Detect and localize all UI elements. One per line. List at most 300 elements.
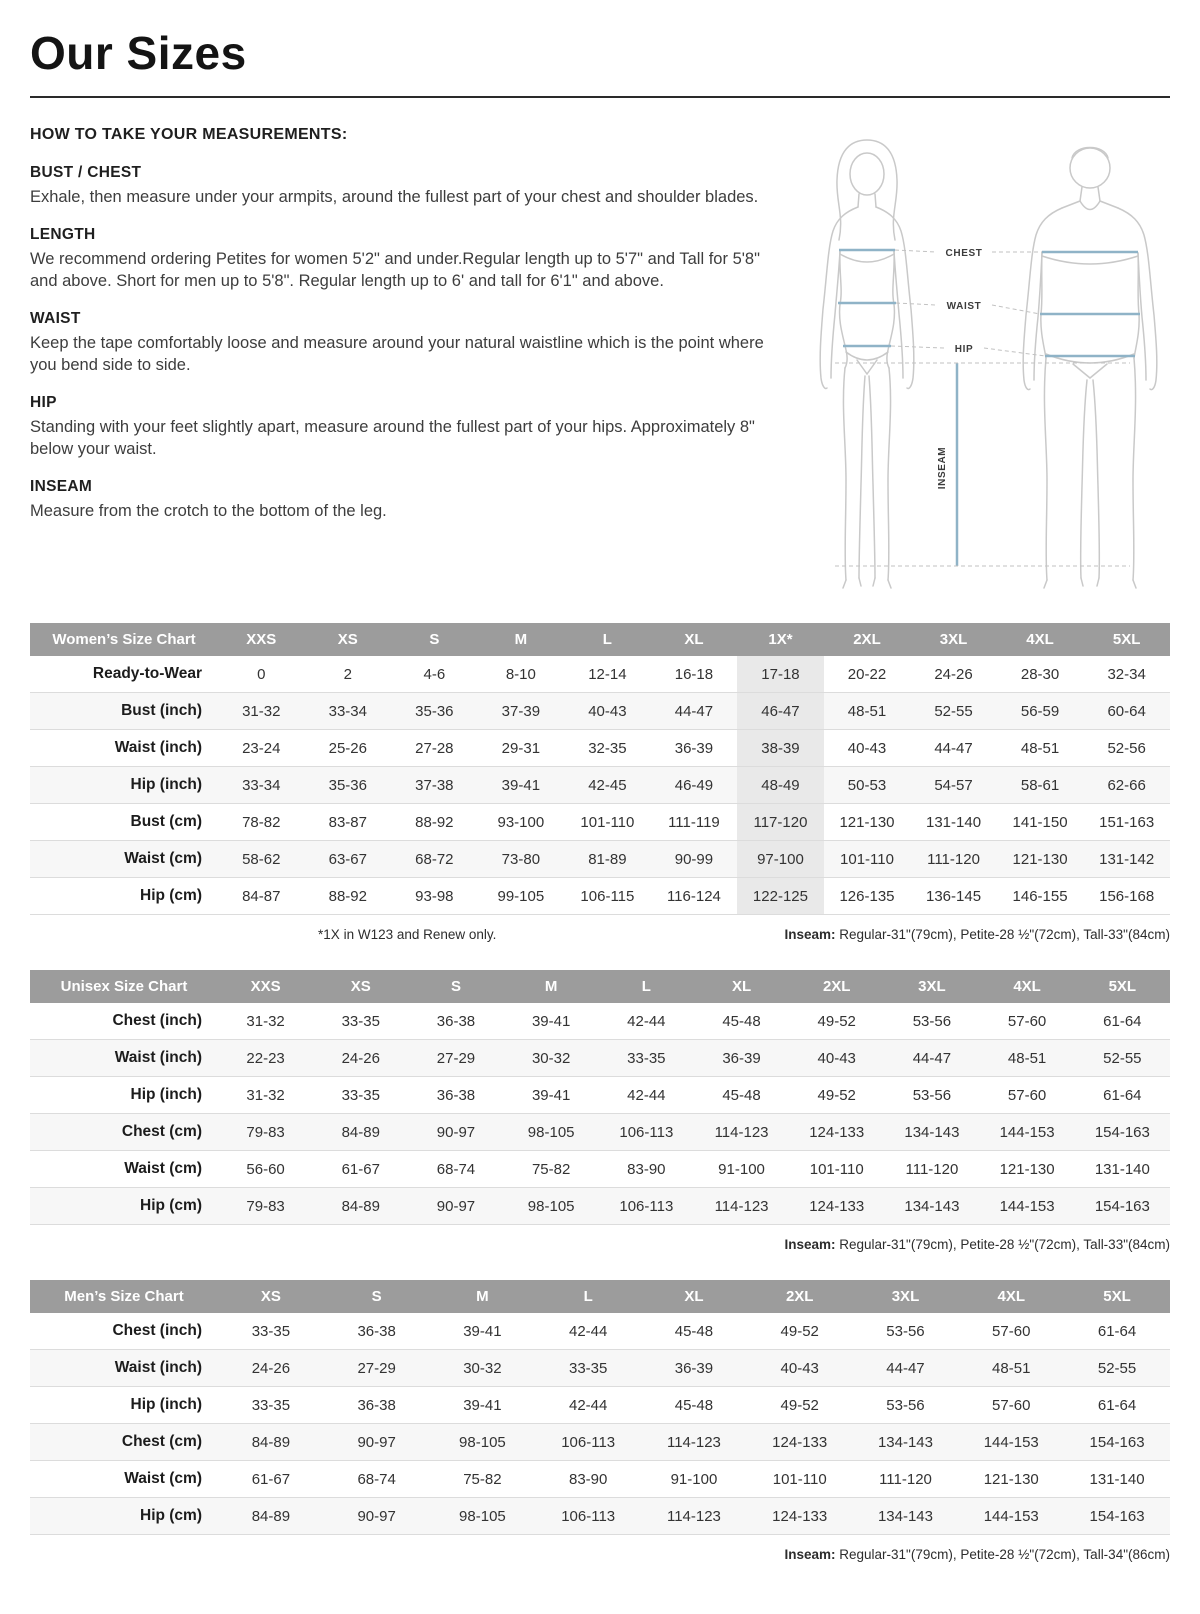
size-cell: 30-32 <box>463 1359 502 1377</box>
size-cell: 42-45 <box>588 776 627 794</box>
size-cell: 0 <box>257 665 266 683</box>
size-cell: 44-47 <box>934 739 973 757</box>
row-label: Hip (inch) <box>130 1396 202 1413</box>
size-cell: 31-32 <box>246 1086 285 1104</box>
size-cell: 114-123 <box>714 1197 769 1215</box>
size-cell: 25-26 <box>328 739 367 757</box>
table-row <box>30 878 1170 915</box>
size-cell: 75-82 <box>463 1470 502 1488</box>
size-cell: 106-113 <box>561 1507 616 1525</box>
size-cell: 57-60 <box>992 1396 1031 1414</box>
row-label: Hip (cm) <box>140 1197 202 1214</box>
size-cell: 62-66 <box>1107 776 1146 794</box>
column-header: S <box>391 623 478 656</box>
size-cell: 40-43 <box>780 1359 819 1377</box>
size-cell: 36-38 <box>357 1322 396 1340</box>
size-cell: 73-80 <box>501 850 541 868</box>
size-cell: 124-133 <box>809 1123 865 1141</box>
table-row <box>30 1077 1170 1114</box>
size-cell: 4-6 <box>423 665 446 683</box>
size-cell: 36-38 <box>436 1012 476 1030</box>
measurement-section-inseam <box>30 478 770 523</box>
size-cell: 78-82 <box>242 813 281 831</box>
row-label: Bust (inch) <box>121 702 202 719</box>
size-cell: 84-87 <box>242 887 281 905</box>
size-cell: 68-74 <box>436 1160 476 1178</box>
table-row <box>30 1188 1170 1225</box>
title-divider <box>30 96 1170 98</box>
size-cell: 33-35 <box>251 1322 291 1340</box>
size-cell: 106-115 <box>580 887 635 905</box>
table-row <box>30 1003 1170 1040</box>
size-cell: 111-120 <box>927 850 980 868</box>
column-header: XL <box>651 623 738 656</box>
column-header: 2XL <box>824 623 911 656</box>
size-cell: 33-34 <box>328 702 367 720</box>
column-header: L <box>599 970 694 1003</box>
column-header: XXS <box>218 970 313 1003</box>
size-cell: 44-47 <box>912 1049 952 1067</box>
footnote: *1X in W123 and Renew only. <box>318 927 497 942</box>
row-label: Waist (cm) <box>124 1470 202 1487</box>
size-cell: 106-113 <box>619 1123 674 1141</box>
size-cell: 154-163 <box>1094 1123 1150 1141</box>
size-cell: 57-60 <box>1007 1086 1047 1104</box>
row-label: Waist (inch) <box>114 739 202 756</box>
size-cell: 154-163 <box>1089 1433 1145 1451</box>
size-cell: 131-140 <box>1094 1160 1150 1178</box>
size-cell: 124-133 <box>809 1197 865 1215</box>
size-cell: 37-38 <box>415 776 454 794</box>
size-cell: 48-51 <box>1007 1049 1047 1067</box>
size-cell: 48-51 <box>847 702 887 720</box>
size-cell: 52-55 <box>1103 1049 1142 1067</box>
size-cell: 58-62 <box>242 850 281 868</box>
size-cell: 27-28 <box>415 739 454 757</box>
size-charts <box>30 623 1170 1562</box>
page-title: Our Sizes <box>30 27 247 79</box>
table-row <box>30 1040 1170 1077</box>
size-cell: 68-72 <box>415 850 454 868</box>
size-cell: 131-140 <box>925 813 982 831</box>
size-cell: 151-163 <box>1099 813 1155 831</box>
size-cell: 84-89 <box>251 1507 291 1525</box>
size-cell: 33-35 <box>251 1396 291 1414</box>
table-footnotes <box>30 1547 1170 1562</box>
size-cell: 83-90 <box>568 1470 608 1488</box>
header-row <box>30 970 1170 1003</box>
size-cell: 31-32 <box>242 702 281 720</box>
mens-size-chart <box>30 1280 1170 1535</box>
size-cell: 40-43 <box>817 1049 856 1067</box>
section-body: We recommend ordering Petites for women 5'2" and under.Regular length up to 5'7" and Tall for 5'8" and above. Short for men up to 5'8". Regular length up to 6' and tall for 6'1" and above. <box>30 249 760 290</box>
header-row <box>30 623 1170 656</box>
size-cell: 156-168 <box>1099 887 1155 905</box>
size-cell: 91-100 <box>718 1160 765 1178</box>
column-header: 3XL <box>884 970 979 1003</box>
column-header: 4XL <box>997 623 1084 656</box>
size-cell: 79-83 <box>246 1123 285 1141</box>
table-footnotes <box>30 927 1170 942</box>
size-cell: 114-123 <box>666 1433 721 1451</box>
size-cell: 45-48 <box>674 1322 714 1340</box>
size-cell: 36-39 <box>674 1359 714 1377</box>
size-cell: 144-153 <box>983 1507 1039 1525</box>
section-title: WAIST <box>30 309 81 327</box>
size-cell: 22-23 <box>246 1049 285 1067</box>
column-header: S <box>408 970 503 1003</box>
unisex-size-chart <box>30 970 1170 1225</box>
row-label: Bust (cm) <box>130 813 202 830</box>
inseam-label: INSEAM <box>937 446 948 490</box>
size-cell: 58-61 <box>1020 776 1060 794</box>
size-cell: 61-67 <box>251 1470 291 1488</box>
size-cell: 48-51 <box>1020 739 1060 757</box>
size-cell: 52-56 <box>1107 739 1146 757</box>
table-row <box>30 1424 1170 1461</box>
top-area <box>30 126 1170 593</box>
table-head <box>30 970 1170 1003</box>
size-cell: 144-153 <box>983 1433 1039 1451</box>
size-cell: 35-36 <box>328 776 367 794</box>
row-label: Hip (cm) <box>140 1507 202 1524</box>
chest-label: CHEST <box>945 248 983 259</box>
table-row <box>30 1151 1170 1188</box>
measurement-diagram <box>790 126 1170 593</box>
column-header: 3XL <box>853 1280 959 1313</box>
measurement-section-waist <box>30 310 770 377</box>
size-cell: 53-56 <box>886 1322 925 1340</box>
size-cell: 42-44 <box>627 1086 666 1104</box>
table-body <box>30 656 1170 915</box>
size-cell: 30-32 <box>531 1049 571 1067</box>
table-head <box>30 1280 1170 1313</box>
size-cell: 93-98 <box>415 887 454 905</box>
size-cell: 52-55 <box>934 702 973 720</box>
size-cell: 121-130 <box>839 813 895 831</box>
size-cell: 50-53 <box>847 776 887 794</box>
size-cell: 60-64 <box>1107 702 1146 720</box>
size-cell: 57-60 <box>992 1322 1031 1340</box>
table-row <box>30 1498 1170 1535</box>
size-cell: 61-64 <box>1097 1396 1137 1414</box>
size-cell: 98-105 <box>527 1197 575 1215</box>
man-figure-outline <box>1023 148 1157 589</box>
table-row <box>30 767 1170 804</box>
size-cell: 117-120 <box>737 804 824 841</box>
size-cell: 40-43 <box>847 739 887 757</box>
size-cell: 134-143 <box>904 1123 960 1141</box>
section-title: INSEAM <box>30 477 93 495</box>
column-header: 4XL <box>980 970 1075 1003</box>
table-row <box>30 1313 1170 1350</box>
size-cell: 101-110 <box>840 850 894 868</box>
size-cell: 101-110 <box>580 813 635 831</box>
size-cell: 44-47 <box>674 702 714 720</box>
size-cell: 131-142 <box>1099 850 1155 868</box>
row-label: Hip (cm) <box>140 887 202 904</box>
size-cell: 141-150 <box>1012 813 1068 831</box>
size-cell: 144-153 <box>999 1123 1055 1141</box>
size-cell: 33-35 <box>627 1049 666 1067</box>
size-cell: 20-22 <box>847 665 887 683</box>
womens-size-chart <box>30 623 1170 915</box>
size-cell: 38-39 <box>737 730 824 767</box>
size-cell: 98-105 <box>459 1433 506 1451</box>
size-cell: 131-140 <box>1089 1470 1145 1488</box>
size-cell: 90-97 <box>357 1433 396 1451</box>
size-cell: 54-57 <box>934 776 973 794</box>
size-cell: 84-89 <box>341 1123 380 1141</box>
size-cell: 134-143 <box>877 1507 933 1525</box>
size-cell: 111-120 <box>879 1470 932 1488</box>
column-header: 2XL <box>747 1280 853 1313</box>
table-row <box>30 693 1170 730</box>
size-cell: 36-38 <box>357 1396 396 1414</box>
size-cell: 40-43 <box>588 702 627 720</box>
measurement-section-length <box>30 226 770 293</box>
table-row <box>30 1461 1170 1498</box>
size-cell: 88-92 <box>415 813 454 831</box>
size-cell: 49-52 <box>817 1086 856 1104</box>
row-label: Chest (cm) <box>121 1433 202 1450</box>
size-cell: 33-35 <box>341 1086 380 1104</box>
size-cell: 90-97 <box>357 1507 396 1525</box>
size-cell: 27-29 <box>436 1049 476 1067</box>
column-header: 4XL <box>958 1280 1064 1313</box>
size-cell: 114-123 <box>666 1507 721 1525</box>
woman-figure-outline <box>820 140 914 588</box>
size-cell: 98-105 <box>527 1123 575 1141</box>
size-cell: 101-110 <box>772 1470 827 1488</box>
size-cell: 61-67 <box>341 1160 380 1178</box>
size-cell: 136-145 <box>925 887 982 905</box>
size-cell: 99-105 <box>497 887 545 905</box>
size-cell: 33-35 <box>341 1012 380 1030</box>
size-cell: 144-153 <box>999 1197 1055 1215</box>
column-header: 1X* <box>737 623 824 656</box>
hip-label: HIP <box>954 344 974 355</box>
size-cell: 52-55 <box>1097 1359 1137 1377</box>
table-row <box>30 841 1170 878</box>
column-header: 5XL <box>1064 1280 1170 1313</box>
size-cell: 33-34 <box>242 776 281 794</box>
size-cell: 49-52 <box>780 1396 819 1414</box>
size-cell: 75-82 <box>531 1160 571 1178</box>
size-cell: 45-48 <box>722 1012 761 1030</box>
size-cell: 17-18 <box>737 656 824 693</box>
section-body: Standing with your feet slightly apart, measure around the fullest part of your hips. Approximately 8" below your waist. <box>30 417 755 458</box>
size-cell: 2 <box>343 665 352 683</box>
column-header: 5XL <box>1083 623 1170 656</box>
size-cell: 124-133 <box>772 1507 828 1525</box>
womens-size-chart-block <box>30 623 1170 942</box>
table-head <box>30 623 1170 656</box>
size-cell: 61-64 <box>1097 1322 1137 1340</box>
measurement-section-hip <box>30 394 770 461</box>
size-cell: 24-26 <box>251 1359 291 1377</box>
size-cell: 36-39 <box>722 1049 761 1067</box>
size-cell: 16-18 <box>674 665 714 683</box>
column-header: XXS <box>218 623 305 656</box>
row-label: Chest (inch) <box>112 1322 202 1339</box>
size-cell: 106-113 <box>561 1433 616 1451</box>
size-cell: 83-87 <box>328 813 367 831</box>
size-cell: 53-56 <box>912 1086 952 1104</box>
size-cell: 68-74 <box>357 1470 396 1488</box>
size-cell: 116-124 <box>666 887 721 905</box>
size-cell: 42-44 <box>568 1396 608 1414</box>
size-cell: 146-155 <box>1012 887 1068 905</box>
header-row <box>30 1280 1170 1313</box>
size-cell: 121-130 <box>999 1160 1055 1178</box>
size-cell: 37-39 <box>501 702 541 720</box>
table-row <box>30 1114 1170 1151</box>
size-cell: 42-44 <box>627 1012 666 1030</box>
size-cell: 46-47 <box>737 693 824 730</box>
measurement-section-bust-chest <box>30 164 770 209</box>
size-cell: 24-26 <box>934 665 973 683</box>
size-cell: 49-52 <box>817 1012 856 1030</box>
row-label: Waist (inch) <box>114 1049 202 1066</box>
column-header: M <box>504 970 599 1003</box>
section-body: Keep the tape comfortably loose and measure around your natural waistline which is the point where you bend side to side. <box>30 333 764 374</box>
column-header: XS <box>313 970 408 1003</box>
body-measurement-illustration <box>790 128 1170 593</box>
size-cell: 44-47 <box>886 1359 925 1377</box>
row-label: Hip (inch) <box>130 776 202 793</box>
size-cell: 79-83 <box>246 1197 285 1215</box>
section-title: HIP <box>30 393 57 411</box>
size-cell: 42-44 <box>568 1322 608 1340</box>
size-cell: 46-49 <box>674 776 714 794</box>
section-title: BUST / CHEST <box>30 164 142 181</box>
size-cell: 134-143 <box>904 1197 960 1215</box>
size-cell: 98-105 <box>459 1507 506 1525</box>
size-cell: 56-60 <box>246 1160 285 1178</box>
column-header: L <box>564 623 651 656</box>
table-footnotes <box>30 1237 1170 1252</box>
table-title: Unisex Size Chart <box>30 970 218 1003</box>
footnote: Inseam: Regular-31"(79cm), Petite-28 ½"(72cm), Tall-33"(84cm) <box>784 1237 1170 1252</box>
size-cell: 32-35 <box>588 739 627 757</box>
size-cell: 48-51 <box>992 1359 1031 1377</box>
column-header: XL <box>641 1280 747 1313</box>
size-cell: 32-34 <box>1107 665 1146 683</box>
howto-heading: HOW TO TAKE YOUR MEASUREMENTS: <box>30 126 348 143</box>
size-cell: 39-41 <box>501 776 541 794</box>
size-cell: 23-24 <box>242 739 281 757</box>
size-cell: 122-125 <box>737 878 824 915</box>
row-label: Waist (inch) <box>114 1359 202 1376</box>
unisex-size-chart-block <box>30 970 1170 1252</box>
column-header: 2XL <box>789 970 884 1003</box>
size-cell: 93-100 <box>497 813 545 831</box>
size-cell: 101-110 <box>809 1160 864 1178</box>
row-label: Waist (cm) <box>124 850 202 867</box>
size-cell: 84-89 <box>341 1197 380 1215</box>
size-cell: 36-38 <box>436 1086 476 1104</box>
size-cell: 49-52 <box>780 1322 819 1340</box>
size-cell: 121-130 <box>1012 850 1068 868</box>
row-label: Chest (inch) <box>112 1012 202 1029</box>
size-cell: 39-41 <box>463 1322 502 1340</box>
section-body: Measure from the crotch to the bottom of the leg. <box>30 501 387 520</box>
size-cell: 154-163 <box>1089 1507 1145 1525</box>
size-cell: 27-29 <box>357 1359 396 1377</box>
column-header: M <box>430 1280 536 1313</box>
size-cell: 24-26 <box>341 1049 380 1067</box>
column-header: L <box>535 1280 641 1313</box>
size-cell: 83-90 <box>627 1160 666 1178</box>
row-label: Ready-to-Wear <box>92 665 202 682</box>
row-label: Waist (cm) <box>124 1160 202 1177</box>
table-body <box>30 1313 1170 1535</box>
column-header: 3XL <box>910 623 997 656</box>
size-cell: 84-89 <box>251 1433 291 1451</box>
size-cell: 63-67 <box>328 850 367 868</box>
table-row <box>30 1387 1170 1424</box>
size-cell: 81-89 <box>588 850 627 868</box>
size-cell: 134-143 <box>877 1433 933 1451</box>
size-cell: 39-41 <box>531 1012 571 1030</box>
size-cell: 61-64 <box>1103 1012 1142 1030</box>
size-cell: 36-39 <box>674 739 714 757</box>
size-cell: 124-133 <box>772 1433 828 1451</box>
table-row <box>30 804 1170 841</box>
section-body: Exhale, then measure under your armpits, around the fullest part of your chest and shoulder blades. <box>30 188 759 206</box>
size-cell: 35-36 <box>415 702 454 720</box>
size-cell: 91-100 <box>670 1470 718 1488</box>
size-cell: 56-59 <box>1020 702 1060 720</box>
size-cell: 154-163 <box>1094 1197 1150 1215</box>
row-label: Hip (inch) <box>130 1086 202 1103</box>
dashed-guides <box>835 250 1130 566</box>
size-cell: 126-135 <box>839 887 895 905</box>
size-cell: 121-130 <box>983 1470 1039 1488</box>
size-cell: 45-48 <box>674 1396 714 1414</box>
size-cell: 53-56 <box>886 1396 925 1414</box>
footnote: Inseam: Regular-31"(79cm), Petite-28 ½"(72cm), Tall-34"(86cm) <box>784 1547 1170 1562</box>
size-cell: 33-35 <box>568 1359 608 1377</box>
size-cell: 111-119 <box>668 813 720 831</box>
size-cell: 97-100 <box>737 841 824 878</box>
table-row <box>30 656 1170 693</box>
size-cell: 39-41 <box>531 1086 571 1104</box>
size-cell: 45-48 <box>722 1086 761 1104</box>
size-cell: 90-97 <box>436 1123 476 1141</box>
size-cell: 28-30 <box>1020 665 1060 683</box>
size-cell: 57-60 <box>1007 1012 1047 1030</box>
table-row <box>30 1350 1170 1387</box>
size-cell: 12-14 <box>588 665 627 683</box>
size-cell: 90-97 <box>436 1197 476 1215</box>
row-label: Chest (cm) <box>121 1123 202 1140</box>
size-cell: 90-99 <box>674 850 714 868</box>
mens-size-chart-block <box>30 1280 1170 1562</box>
size-cell: 61-64 <box>1103 1086 1142 1104</box>
size-cell: 29-31 <box>501 739 541 757</box>
column-header: XS <box>218 1280 324 1313</box>
footnote: Inseam: Regular-31"(79cm), Petite-28 ½"(72cm), Tall-33"(84cm) <box>784 927 1170 942</box>
column-header: M <box>478 623 565 656</box>
size-cell: 106-113 <box>619 1197 674 1215</box>
size-cell: 114-123 <box>714 1123 769 1141</box>
measurement-instructions <box>30 126 770 593</box>
column-header: XS <box>305 623 392 656</box>
waist-label: WAIST <box>946 301 982 312</box>
column-header: S <box>324 1280 430 1313</box>
